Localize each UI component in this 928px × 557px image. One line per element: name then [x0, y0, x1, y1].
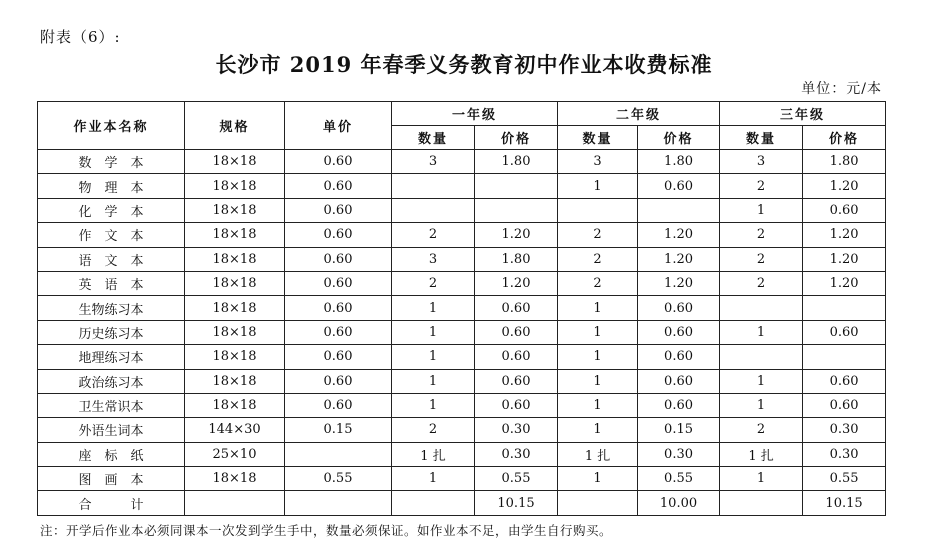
header-grade1-price: 价格	[475, 126, 558, 150]
cell-grade3-qty	[720, 345, 803, 369]
header-grade1-qty: 数量	[392, 126, 475, 150]
cell-spec	[185, 491, 285, 515]
cell-grade3-price: 1.20	[803, 223, 886, 247]
cell-name: 卫生常识本	[38, 393, 185, 417]
cell-grade2-qty: 2	[558, 271, 638, 295]
cell-grade3-price: 1.20	[803, 271, 886, 295]
unit-label: 单位：元/本	[801, 81, 882, 97]
cell-grade3-price: 1.80	[803, 150, 886, 174]
cell-grade1-price: 1.20	[475, 271, 558, 295]
cell-grade1-qty	[392, 198, 475, 222]
cell-spec: 18×18	[185, 393, 285, 417]
cell-grade1-price: 10.15	[475, 491, 558, 515]
cell-grade1-price: 0.60	[475, 393, 558, 417]
cell-grade1-qty	[392, 491, 475, 515]
cell-grade1-price	[475, 198, 558, 222]
cell-grade1-price: 0.60	[475, 345, 558, 369]
cell-unit-price: 0.60	[285, 369, 392, 393]
header-grade3-price: 价格	[803, 126, 886, 150]
cell-spec: 18×18	[185, 467, 285, 491]
cell-grade1-qty: 2	[392, 418, 475, 442]
cell-grade2-price: 0.60	[638, 369, 720, 393]
cell-grade3-qty	[720, 491, 803, 515]
cell-name: 作 文 本	[38, 223, 185, 247]
cell-grade1-price: 0.30	[475, 418, 558, 442]
header-grade1: 一年级	[392, 102, 558, 126]
fee-table-body	[38, 150, 886, 516]
header-unit-price: 单价	[285, 102, 392, 150]
cell-grade3-qty: 2	[720, 418, 803, 442]
header-grade3-qty: 数量	[720, 126, 803, 150]
cell-unit-price: 0.60	[285, 296, 392, 320]
cell-grade3-qty: 1	[720, 467, 803, 491]
cell-grade1-qty: 1	[392, 345, 475, 369]
table-row	[38, 150, 886, 174]
header-spec: 规格	[185, 102, 285, 150]
table-row	[38, 491, 886, 515]
cell-unit-price: 0.60	[285, 320, 392, 344]
cell-unit-price: 0.60	[285, 150, 392, 174]
cell-grade2-qty: 1	[558, 369, 638, 393]
cell-grade2-qty: 1	[558, 320, 638, 344]
page-title: 长沙市 2019 年春季义务教育初中作业本收费标准	[215, 52, 713, 77]
cell-grade2-price: 10.00	[638, 491, 720, 515]
table-row	[38, 198, 886, 222]
cell-spec: 18×18	[185, 223, 285, 247]
cell-grade2-qty: 2	[558, 247, 638, 271]
cell-grade2-price: 1.20	[638, 271, 720, 295]
cell-unit-price: 0.60	[285, 198, 392, 222]
cell-grade2-qty: 1 扎	[558, 442, 638, 466]
header-name: 作业本名称	[38, 102, 185, 150]
cell-grade1-price: 0.60	[475, 320, 558, 344]
cell-grade1-price: 0.60	[475, 369, 558, 393]
cell-grade2-qty: 1	[558, 174, 638, 198]
cell-grade1-qty: 1	[392, 320, 475, 344]
cell-grade1-qty: 3	[392, 247, 475, 271]
cell-name: 生物练习本	[38, 296, 185, 320]
cell-grade1-price: 0.60	[475, 296, 558, 320]
cell-unit-price: 0.60	[285, 393, 392, 417]
cell-grade1-price: 0.55	[475, 467, 558, 491]
cell-name: 座 标 纸	[38, 442, 185, 466]
cell-grade2-qty: 3	[558, 150, 638, 174]
cell-name: 合 计	[38, 491, 185, 515]
cell-name: 图 画 本	[38, 467, 185, 491]
cell-unit-price: 0.60	[285, 223, 392, 247]
cell-grade3-qty	[720, 296, 803, 320]
table-row	[38, 345, 886, 369]
cell-grade3-qty: 1	[720, 369, 803, 393]
cell-grade3-qty: 1	[720, 393, 803, 417]
table-row	[38, 320, 886, 344]
cell-grade2-qty	[558, 491, 638, 515]
cell-name: 英 语 本	[38, 271, 185, 295]
cell-unit-price: 0.55	[285, 467, 392, 491]
cell-grade1-price: 0.30	[475, 442, 558, 466]
cell-name: 外语生词本	[38, 418, 185, 442]
cell-grade1-qty: 1 扎	[392, 442, 475, 466]
cell-grade1-qty: 1	[392, 369, 475, 393]
cell-grade3-price: 1.20	[803, 174, 886, 198]
cell-grade3-price: 0.60	[803, 320, 886, 344]
header-grade2-price: 价格	[638, 126, 720, 150]
cell-spec: 18×18	[185, 198, 285, 222]
cell-grade1-price	[475, 174, 558, 198]
cell-grade3-qty: 2	[720, 247, 803, 271]
annex-label: 附表（6）:	[40, 28, 121, 46]
cell-grade2-price: 0.15	[638, 418, 720, 442]
cell-spec: 18×18	[185, 320, 285, 344]
cell-spec: 18×18	[185, 369, 285, 393]
cell-grade2-price: 1.20	[638, 247, 720, 271]
cell-grade3-price: 0.60	[803, 198, 886, 222]
table-row	[38, 442, 886, 466]
cell-grade1-qty	[392, 174, 475, 198]
cell-unit-price: 0.15	[285, 418, 392, 442]
cell-grade2-price: 0.60	[638, 393, 720, 417]
table-row	[38, 418, 886, 442]
cell-grade1-qty: 3	[392, 150, 475, 174]
cell-spec: 18×18	[185, 271, 285, 295]
cell-spec: 18×18	[185, 174, 285, 198]
cell-unit-price	[285, 442, 392, 466]
cell-unit-price: 0.60	[285, 345, 392, 369]
cell-grade2-qty: 1	[558, 418, 638, 442]
cell-grade2-price: 0.30	[638, 442, 720, 466]
cell-grade2-qty: 1	[558, 345, 638, 369]
cell-grade3-price: 0.60	[803, 369, 886, 393]
cell-spec: 18×18	[185, 296, 285, 320]
cell-grade2-qty: 1	[558, 296, 638, 320]
cell-unit-price: 0.60	[285, 174, 392, 198]
cell-grade2-price: 0.55	[638, 467, 720, 491]
cell-grade2-price: 1.80	[638, 150, 720, 174]
cell-spec: 18×18	[185, 345, 285, 369]
cell-grade3-qty: 2	[720, 271, 803, 295]
cell-grade1-qty: 1	[392, 467, 475, 491]
cell-grade1-price: 1.80	[475, 247, 558, 271]
cell-grade3-price: 10.15	[803, 491, 886, 515]
cell-grade2-price: 0.60	[638, 345, 720, 369]
cell-grade3-qty: 1	[720, 198, 803, 222]
cell-grade3-qty: 2	[720, 174, 803, 198]
cell-grade3-price: 0.55	[803, 467, 886, 491]
cell-grade3-price: 1.20	[803, 247, 886, 271]
cell-spec: 25×10	[185, 442, 285, 466]
table-row	[38, 369, 886, 393]
cell-grade1-qty: 1	[392, 296, 475, 320]
cell-grade3-price: 0.30	[803, 442, 886, 466]
cell-unit-price	[285, 491, 392, 515]
cell-grade1-qty: 2	[392, 223, 475, 247]
cell-grade2-price	[638, 198, 720, 222]
cell-grade3-qty: 3	[720, 150, 803, 174]
cell-grade1-price: 1.20	[475, 223, 558, 247]
cell-grade3-price: 0.30	[803, 418, 886, 442]
cell-grade3-qty: 1 扎	[720, 442, 803, 466]
cell-grade2-price: 0.60	[638, 174, 720, 198]
fee-table	[37, 101, 886, 516]
table-row	[38, 223, 886, 247]
cell-grade2-qty: 1	[558, 467, 638, 491]
cell-grade1-qty: 1	[392, 393, 475, 417]
table-row	[38, 174, 886, 198]
cell-grade1-price: 1.80	[475, 150, 558, 174]
cell-grade3-price: 0.60	[803, 393, 886, 417]
cell-name: 物 理 本	[38, 174, 185, 198]
table-row	[38, 247, 886, 271]
cell-name: 地理练习本	[38, 345, 185, 369]
footnote: 注：开学后作业本必须同课本一次发到学生手中，数量必须保证。如作业本不足，由学生自行购买。	[40, 523, 613, 538]
cell-grade3-price	[803, 345, 886, 369]
table-row	[38, 271, 886, 295]
cell-grade2-price: 0.60	[638, 296, 720, 320]
cell-unit-price: 0.60	[285, 247, 392, 271]
cell-grade2-price: 1.20	[638, 223, 720, 247]
table-row	[38, 393, 886, 417]
cell-grade2-qty: 1	[558, 393, 638, 417]
cell-name: 化 学 本	[38, 198, 185, 222]
table-row	[38, 296, 886, 320]
cell-unit-price: 0.60	[285, 271, 392, 295]
header-grade3: 三年级	[720, 102, 886, 126]
cell-name: 历史练习本	[38, 320, 185, 344]
cell-spec: 18×18	[185, 150, 285, 174]
cell-grade2-qty	[558, 198, 638, 222]
cell-grade3-price	[803, 296, 886, 320]
cell-name: 数 学 本	[38, 150, 185, 174]
header-grade2: 二年级	[558, 102, 720, 126]
cell-grade1-qty: 2	[392, 271, 475, 295]
cell-name: 语 文 本	[38, 247, 185, 271]
cell-grade2-price: 0.60	[638, 320, 720, 344]
header-grade2-qty: 数量	[558, 126, 638, 150]
cell-grade2-qty: 2	[558, 223, 638, 247]
cell-spec: 18×18	[185, 247, 285, 271]
cell-grade3-qty: 2	[720, 223, 803, 247]
cell-name: 政治练习本	[38, 369, 185, 393]
table-row	[38, 467, 886, 491]
cell-grade3-qty: 1	[720, 320, 803, 344]
cell-spec: 144×30	[185, 418, 285, 442]
